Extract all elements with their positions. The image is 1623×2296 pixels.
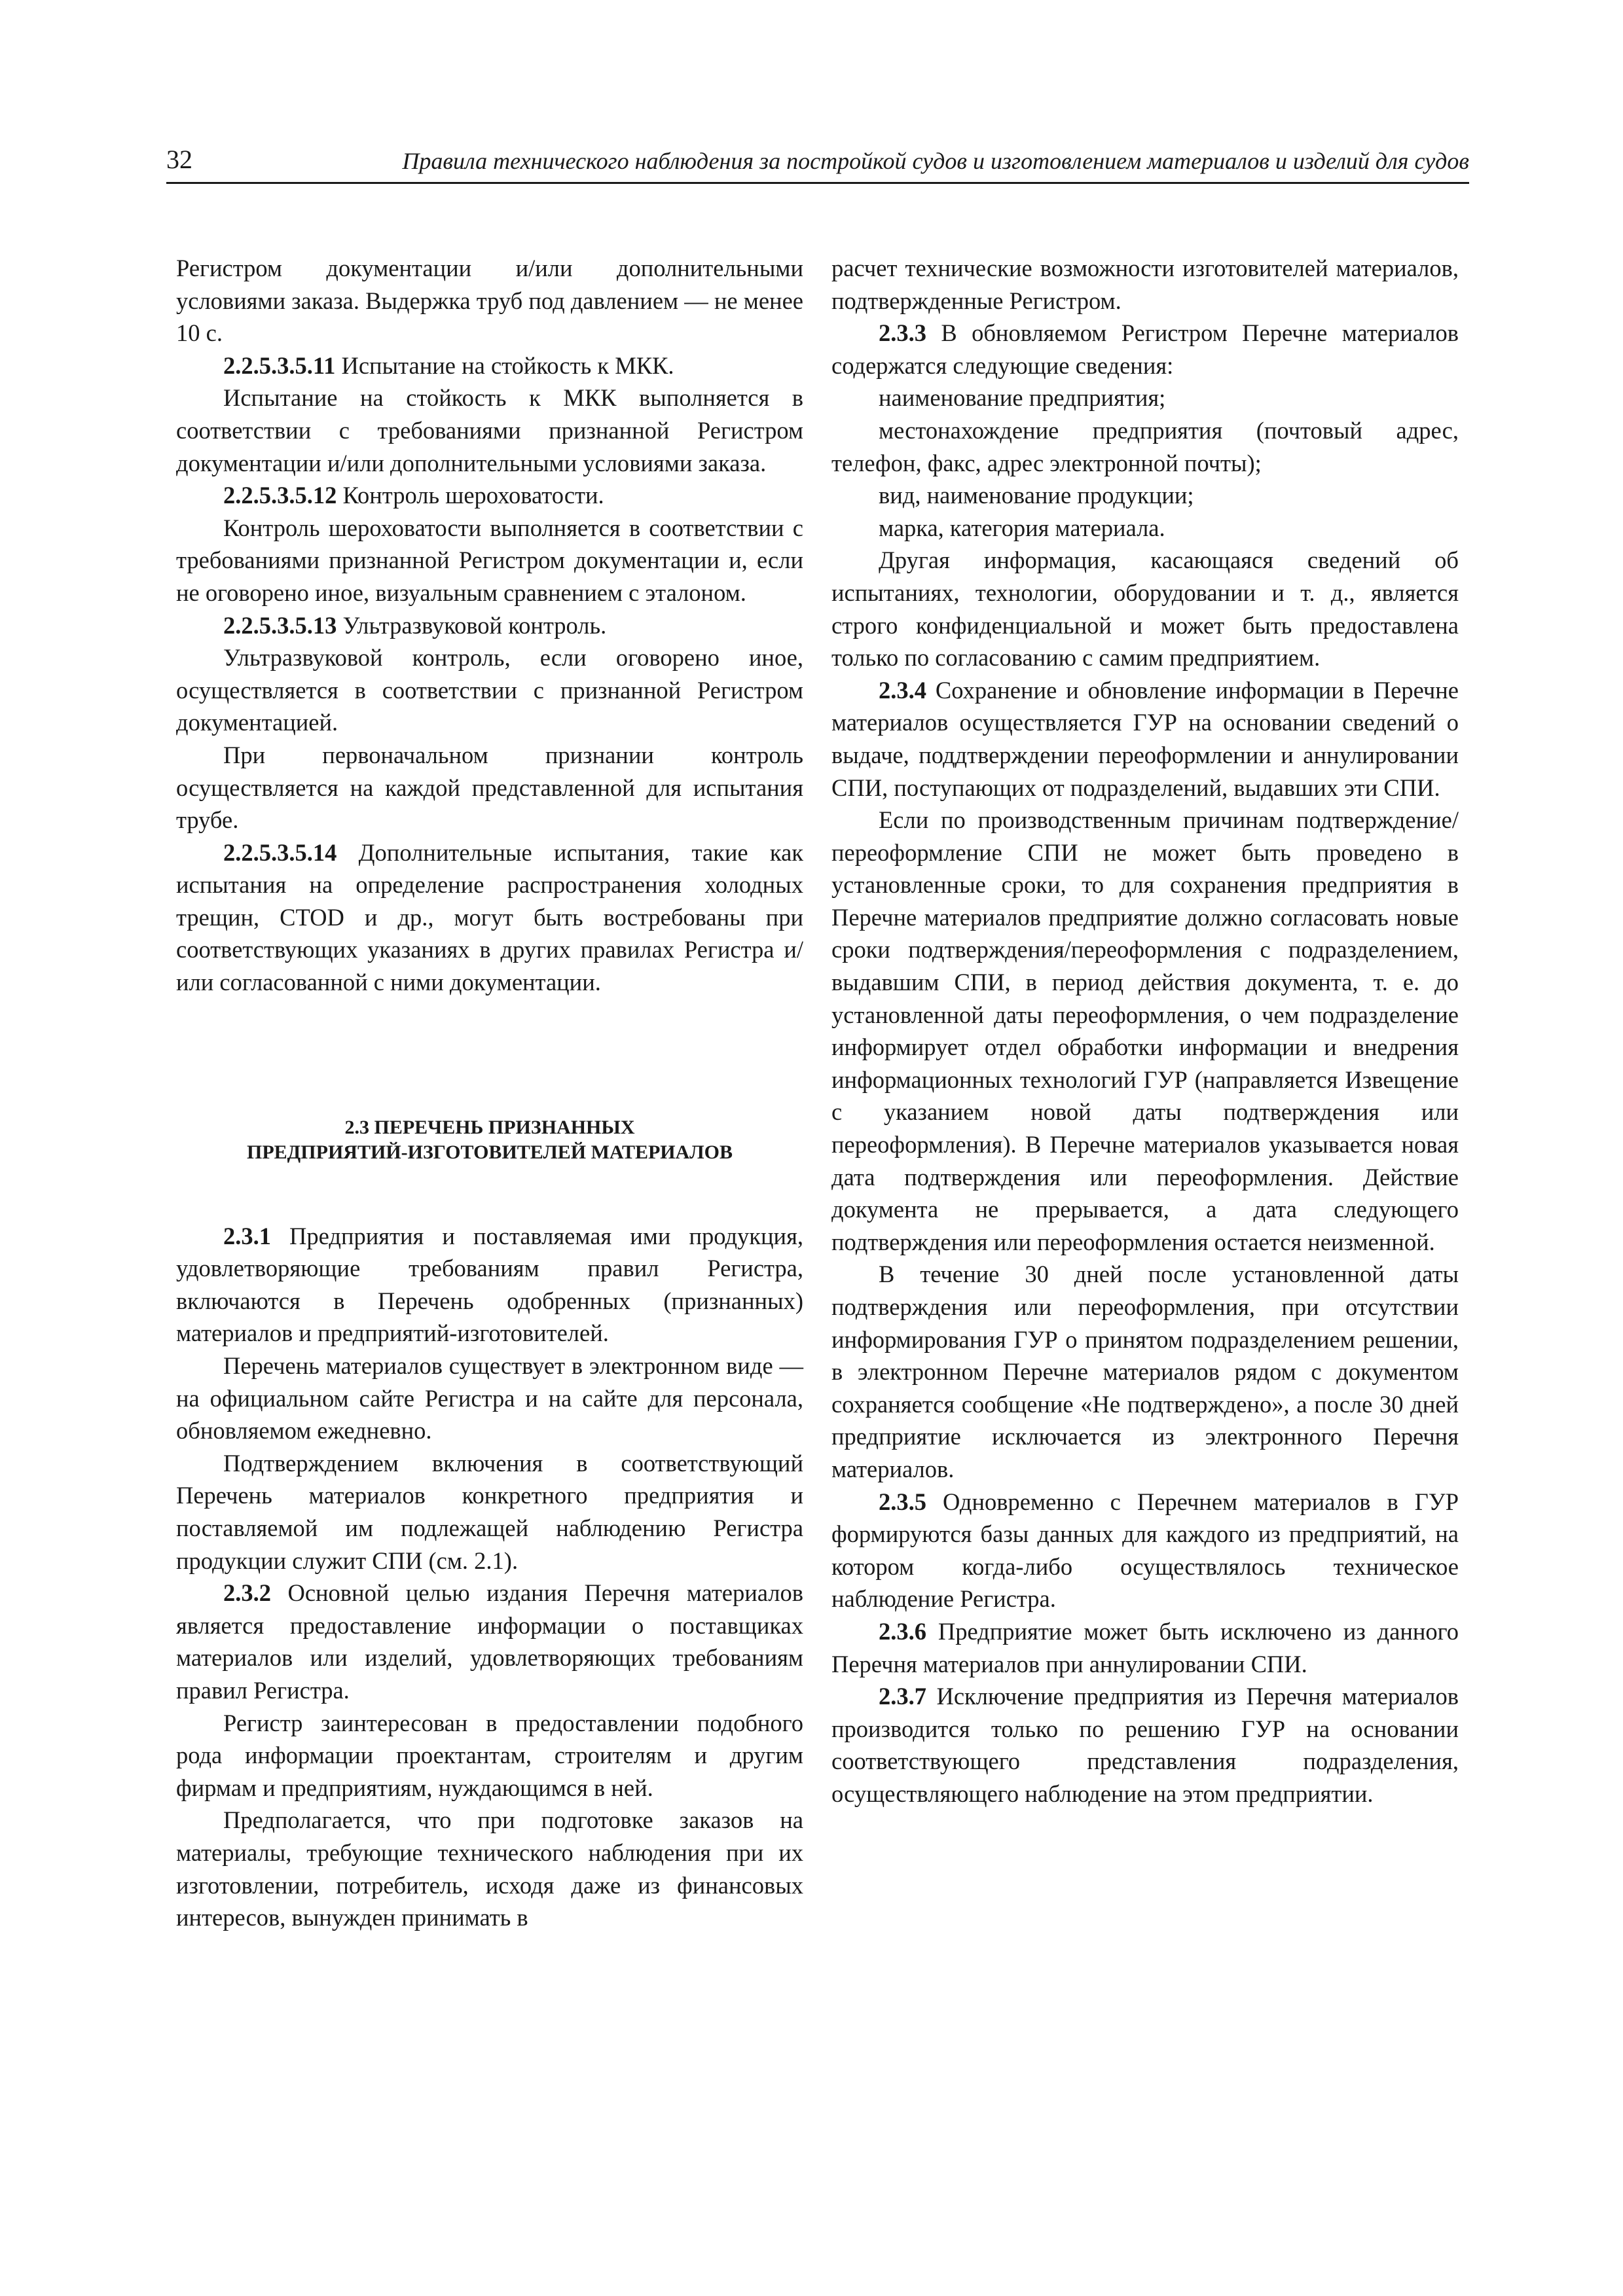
left-column — [176, 252, 803, 1934]
running-title: Правила технического наблюдения за постройкой судов и изготовлением материалов и изделий для судов — [402, 148, 1469, 174]
paragraph — [831, 317, 1459, 382]
page-header — [166, 140, 1469, 181]
paragraph: Регистр заинтересован в предоставлении подобного рода информации проектантам, строителям и другим фирмам и предприятиям, нуждающимся в ней. — [176, 1709, 803, 1801]
paragraph — [176, 1220, 803, 1350]
clause-number: 2.3.2 — [223, 1579, 271, 1607]
section-heading-line: 2.3 ПЕРЕЧЕНЬ ПРИЗНАННЫХ — [344, 1116, 635, 1138]
paragraph: Контроль шероховатости выполняется в соответствии с требованиями признанной Регистром документации и, если не оговорено иное, визуальным сравнением с эталоном. — [176, 514, 803, 606]
right-column — [831, 252, 1459, 1810]
clause-number: 2.2.5.3.5.11 — [223, 351, 336, 379]
paragraph: Перечень материалов существует в электронном виде — на официальном сайте Регистра и на сайте для персонала, обновляемом ежедневно. — [176, 1352, 803, 1444]
page-number: 32 — [166, 145, 192, 174]
clause-number: 2.2.5.3.5.14 — [223, 838, 337, 866]
paragraph: Подтверждением включения в соответствующий Перечень материалов конкретного предприятия и поставляемой им подлежащей наблюдению Регистра продукции служит СПИ (см. 2.1). — [176, 1449, 803, 1574]
clause-text: Дополнительные испытания, такие как испытания на определение распространения холодных трещин, CTOD и др., могут быть востребованы при соответствующих указаниях в других правилах Регистра и/или согласованной с ними документации. — [176, 838, 803, 996]
paragraph: Испытание на стойкость к МКК выполняется в соответствии с требованиями признанной Регистром документации и/или дополнительными условиями заказа. — [176, 384, 803, 476]
clause-text: Предприятие может быть исключено из данного Перечня материалов при аннулировании СПИ. — [831, 1617, 1459, 1677]
clause-text: Испытание на стойкость к МКК. — [335, 351, 674, 379]
paragraph — [176, 609, 803, 642]
section-heading — [176, 1115, 803, 1165]
clause-text: Предприятия и поставляемая ими продукция, удовлетворяющие требованиям правил Регистра, включаются в Перечень одобренных (признанных) материалов и предприятий-изготовителей. — [176, 1222, 803, 1347]
clause-text: Сохранение и обновление информации в Перечне материалов осуществляется ГУР на основании сведений о выдаче, поддтверждении переоформлении и аннулировании СПИ, поступающих от подразделений, выдавших эти СПИ. — [831, 676, 1459, 801]
clause-number: 2.3.1 — [223, 1222, 271, 1249]
clause-text: Ультразвуковой контроль. — [337, 611, 607, 639]
paragraph — [831, 1486, 1459, 1615]
paragraph — [176, 836, 803, 999]
paragraph: Ультразвуковой контроль, если оговорено иное, осуществляется в соответствии с признанной Регистром документацией. — [176, 644, 803, 736]
paragraph — [176, 479, 803, 512]
paragraph — [831, 1615, 1459, 1680]
paragraph: Предполагается, что при подготовке заказов на материалы, требующие технического наблюдения при их изготовлении, потребитель, исходя даже из финансовых интересов, вынужден принимать в — [176, 1806, 803, 1931]
clause-text: Исключение предприятия из Перечня материалов производится только по решению ГУР на основании соответствующего представления подразделения, осуществляющего наблюдение на этом предприятии. — [831, 1683, 1459, 1807]
list-item: наименование предприятия; — [879, 384, 1166, 412]
clause-number: 2.3.6 — [879, 1617, 926, 1645]
clause-text: В обновляемом Регистром Перечне материалов содержатся следующие сведения: — [831, 319, 1459, 379]
clause-text: Одновременно с Перечнем материалов в ГУР формируются базы данных для каждого из предприятий, на котором когда-либо осуществлялось техническое наблюдение Регистра. — [831, 1488, 1459, 1613]
header-rule — [166, 182, 1469, 184]
clause-text: Основной целью издания Перечня материалов является предоставление информации о поставщиках материалов или изделий, удовлетворяющих требованиям правил Регистра. — [176, 1579, 803, 1704]
paragraph: Если по производственным причинам подтверждение/переоформление СПИ не может быть проведено в установленные сроки, то для сохранения предприятия в Перечне материалов предприятие должно согласовать новые сроки подтверждения/переоформления с подразделением, выдавшим СПИ, в период действия документа, т. е. до установленной даты переоформления, о чем подразделение информирует отдел обработки информации и внедрения информационных технологий ГУР (направляется Извещение с указанием новой даты подтверждения или переоформления). В Перечне материалов указывается новая дата подтверждения или переоформления. Действие документа не прерывается, а дата следующего подтверждения или переоформления остается неизменной. — [831, 806, 1459, 1255]
clause-number: 2.2.5.3.5.12 — [223, 482, 337, 509]
paragraph — [176, 1577, 803, 1706]
paragraph: Регистром документации и/или дополнительными условиями заказа. Выдержка труб под давлением — не менее 10 с. — [176, 255, 803, 347]
clause-number: 2.3.4 — [879, 676, 926, 704]
paragraph: В течение 30 дней после установленной даты подтверждения или переоформления, при отсутствии информирования ГУР о принятом подразделением решении, в электронном Перечне материалов рядом с документом сохраняется сообщение «Не подтверждено», а после 30 дней предприятие исключается из электронного Перечня материалов. — [831, 1261, 1459, 1482]
clause-number: 2.3.7 — [879, 1683, 926, 1710]
section-heading-line: ПРЕДПРИЯТИЙ-ИЗГОТОВИТЕЛЕЙ МАТЕРИАЛОВ — [247, 1141, 733, 1163]
paragraph: расчет технические возможности изготовителей материалов, подтвержденные Регистром. — [831, 255, 1459, 314]
clause-number: 2.2.5.3.5.13 — [223, 611, 337, 639]
clause-text: Контроль шероховатости. — [337, 482, 604, 509]
paragraph — [831, 1680, 1459, 1810]
clause-number: 2.3.5 — [879, 1488, 926, 1515]
paragraph — [831, 674, 1459, 804]
list-item: марка, категория материала. — [879, 514, 1165, 541]
paragraph — [176, 350, 803, 382]
list-item: местонахождение предприятия (почтовый адрес, телефон, факс, адрес электронной почты); — [831, 416, 1459, 476]
list-item: вид, наименование продукции; — [879, 482, 1194, 509]
clause-number: 2.3.3 — [879, 319, 926, 347]
paragraph: При первоначальном признании контроль осуществляется на каждой представленной для испытания трубе. — [176, 741, 803, 834]
paragraph: Другая информация, касающаяся сведений об испытаниях, технологии, оборудовании и т. д., является строго конфиденциальной и может быть предоставлена только по согласованию с самим предприятием. — [831, 547, 1459, 672]
